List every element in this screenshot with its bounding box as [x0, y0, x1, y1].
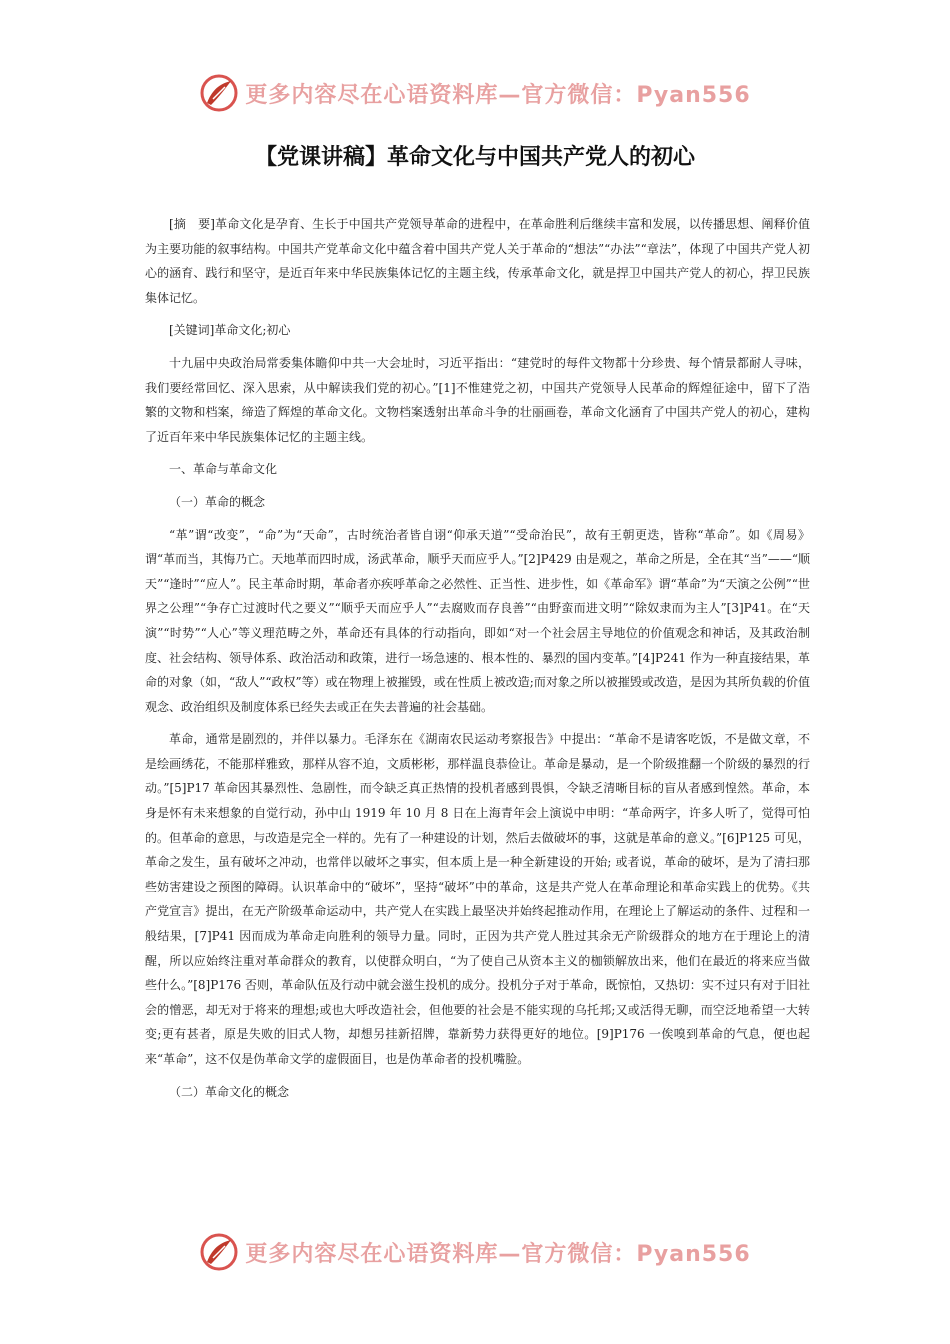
- brand-logo-icon: [199, 1232, 239, 1272]
- page-title: 【党课讲稿】革命文化与中国共产党人的初心: [254, 145, 695, 170]
- body-paragraph: “革”谓“改变”，“命”为“天命”，古时统治者皆自诩“仰承天道”“受命治民”，故有王朝更迭，皆称“革命”。如《周易》谓“革而当，其悔乃亡。天地革而四时成，汤武革命，顺乎天而应乎人。”[2]P429 由是观之，革命之所是，全在其“当”——“顺天”“逢时”“应人”。民主革命时期，革命者亦疾呼革命之必然性、正当性、进步性，如《革命军》谓“革命”为“天演之公例”“世界之公理”“争存亡过渡时代之要义”“顺乎天而应乎人”“去腐败而存良善”“由野蛮而进文明”“除奴隶而为主人”[3]P41。在“天演”“时势”“人心”等义理范畴之外，革命还有具体的行动指向，即如“对一个社会居主导地位的价值观念和神话，及其政治制度、社会结构、领导体系、政治活动和政策，进行一场急速的、根本性的、暴烈的国内变革。”[4]P241 作为一种直接结果，革命的对象（如，“敌人”“政权”等）或在物理上被摧毁，或在性质上被改造;而对象之所以被摧毁或改造，是因为其所负载的价值观念、政治组织及制度体系已经失去或正在失去普遍的社会基础。: [145, 527, 810, 714]
- footer-banner: [0, 1229, 950, 1275]
- banner-text: 更多内容尽在心语资料库—官方微信：Pyan556: [245, 1241, 751, 1267]
- article-body: [145, 212, 810, 1112]
- body-paragraph: 革命，通常是剧烈的，并伴以暴力。毛泽东在《湖南农民运动考察报告》中提出：“革命不是请客吃饭，不是做文章，不是绘画绣花，不能那样雅致，那样从容不迫，文质彬彬，那样温良恭俭让。革命是暴动，是一个阶级推翻一个阶级的暴烈的行动。”[5]P17 革命因其暴烈性、急剧性，而令缺乏真正热情的投机者感到畏惧，令缺乏清晰目标的盲从者感到惶然。革命，本身是怀有未来想象的自觉行动，孙中山 1919 年 10 月 8 日在上海青年会上演说中申明：“革命两字，许多人听了，觉得可怕的。但革命的意思，与改造是完全一样的。先有了一种建设的计划，然后去做破坏的事，这就是革命的意义。”[6]P125 可见，革命之发生，虽有破坏之冲动，也常伴以破坏之事实，但本质上是一种全新建设的开始; 或者说，革命的破坏，是为了清扫那些妨害建设之预图的障碍。认识革命中的“破坏”，坚持“破坏”中的革命，这是共产党人在革命理论和革命实践上的优势。《共产党宣言》提出，在无产阶级革命运动中，共产党人在实践上最坚决并始终起推动作用，在理论上了解运动的条件、过程和一般结果，[7]P41 因而成为革命走向胜利的领导力量。同时，正因为共产党人胜过其余无产阶级群众的地方在于理论上的清醒，所以应始终注重对革命群众的教育，以使群众明白，“为了使自己从资本主义的枷锁解放出来，他们在最近的将来应当做些什么。”[8]P176 否则，革命队伍及行动中就会滋生投机的成分。投机分子对于革命，既惊怕，又热切：实不过只有对于旧社会的憎恶，却无对于将来的理想;或也大呼改造社会，但他要的社会是不能实现的乌托邦;又或活得无聊，而空泛地希望一大转变;更有甚者，原是失败的旧式人物，却想另挂新招牌，靠新势力获得更好的地位。[9]P176 一俟嗅到革命的气息，便也起来“革命”，这不仅是伪革命文学的虚假面目，也是伪革命者的投机嘴脸。: [145, 732, 810, 1066]
- section-heading: 一、革命与革命文化: [169, 462, 278, 477]
- keywords-paragraph: [关键词]革命文化;初心: [169, 323, 291, 338]
- subsection-heading: （二）革命文化的概念: [169, 1084, 290, 1099]
- banner-text: 更多内容尽在心语资料库—官方微信：Pyan556: [245, 82, 751, 108]
- brand-logo-icon: [199, 73, 239, 113]
- subsection-heading: （一）革命的概念: [169, 494, 266, 509]
- intro-paragraph: 十九届中央政治局常委集体瞻仰中共一大会址时，习近平指出：“建党时的每件文物都十分珍贵、每个情景都耐人寻味，我们要经常回忆、深入思索，从中解读我们党的初心。”[1]不惟建党之初，中国共产党领导人民革命的辉煌征途中，留下了浩繁的文物和档案，缔造了辉煌的革命文化。文物档案透射出革命斗争的壮丽画卷，革命文化涵育了中国共产党人的初心，建构了近百年来中华民族集体记忆的主题主线。: [145, 355, 810, 444]
- header-banner: [0, 70, 950, 116]
- abstract-paragraph: [摘 要]革命文化是孕育、生长于中国共产党领导革命的进程中，在革命胜利后继续丰富和发展，以传播思想、阐释价值为主要功能的叙事结构。中国共产党革命文化中蕴含着中国共产党人关于革命的“想法”“办法”“章法”，体现了中国共产党人初心的涵育、践行和坚守，是近百年来中华民族集体记忆的主题主线，传承革命文化，就是捍卫中国共产党人的初心，捍卫民族集体记忆。: [145, 217, 810, 305]
